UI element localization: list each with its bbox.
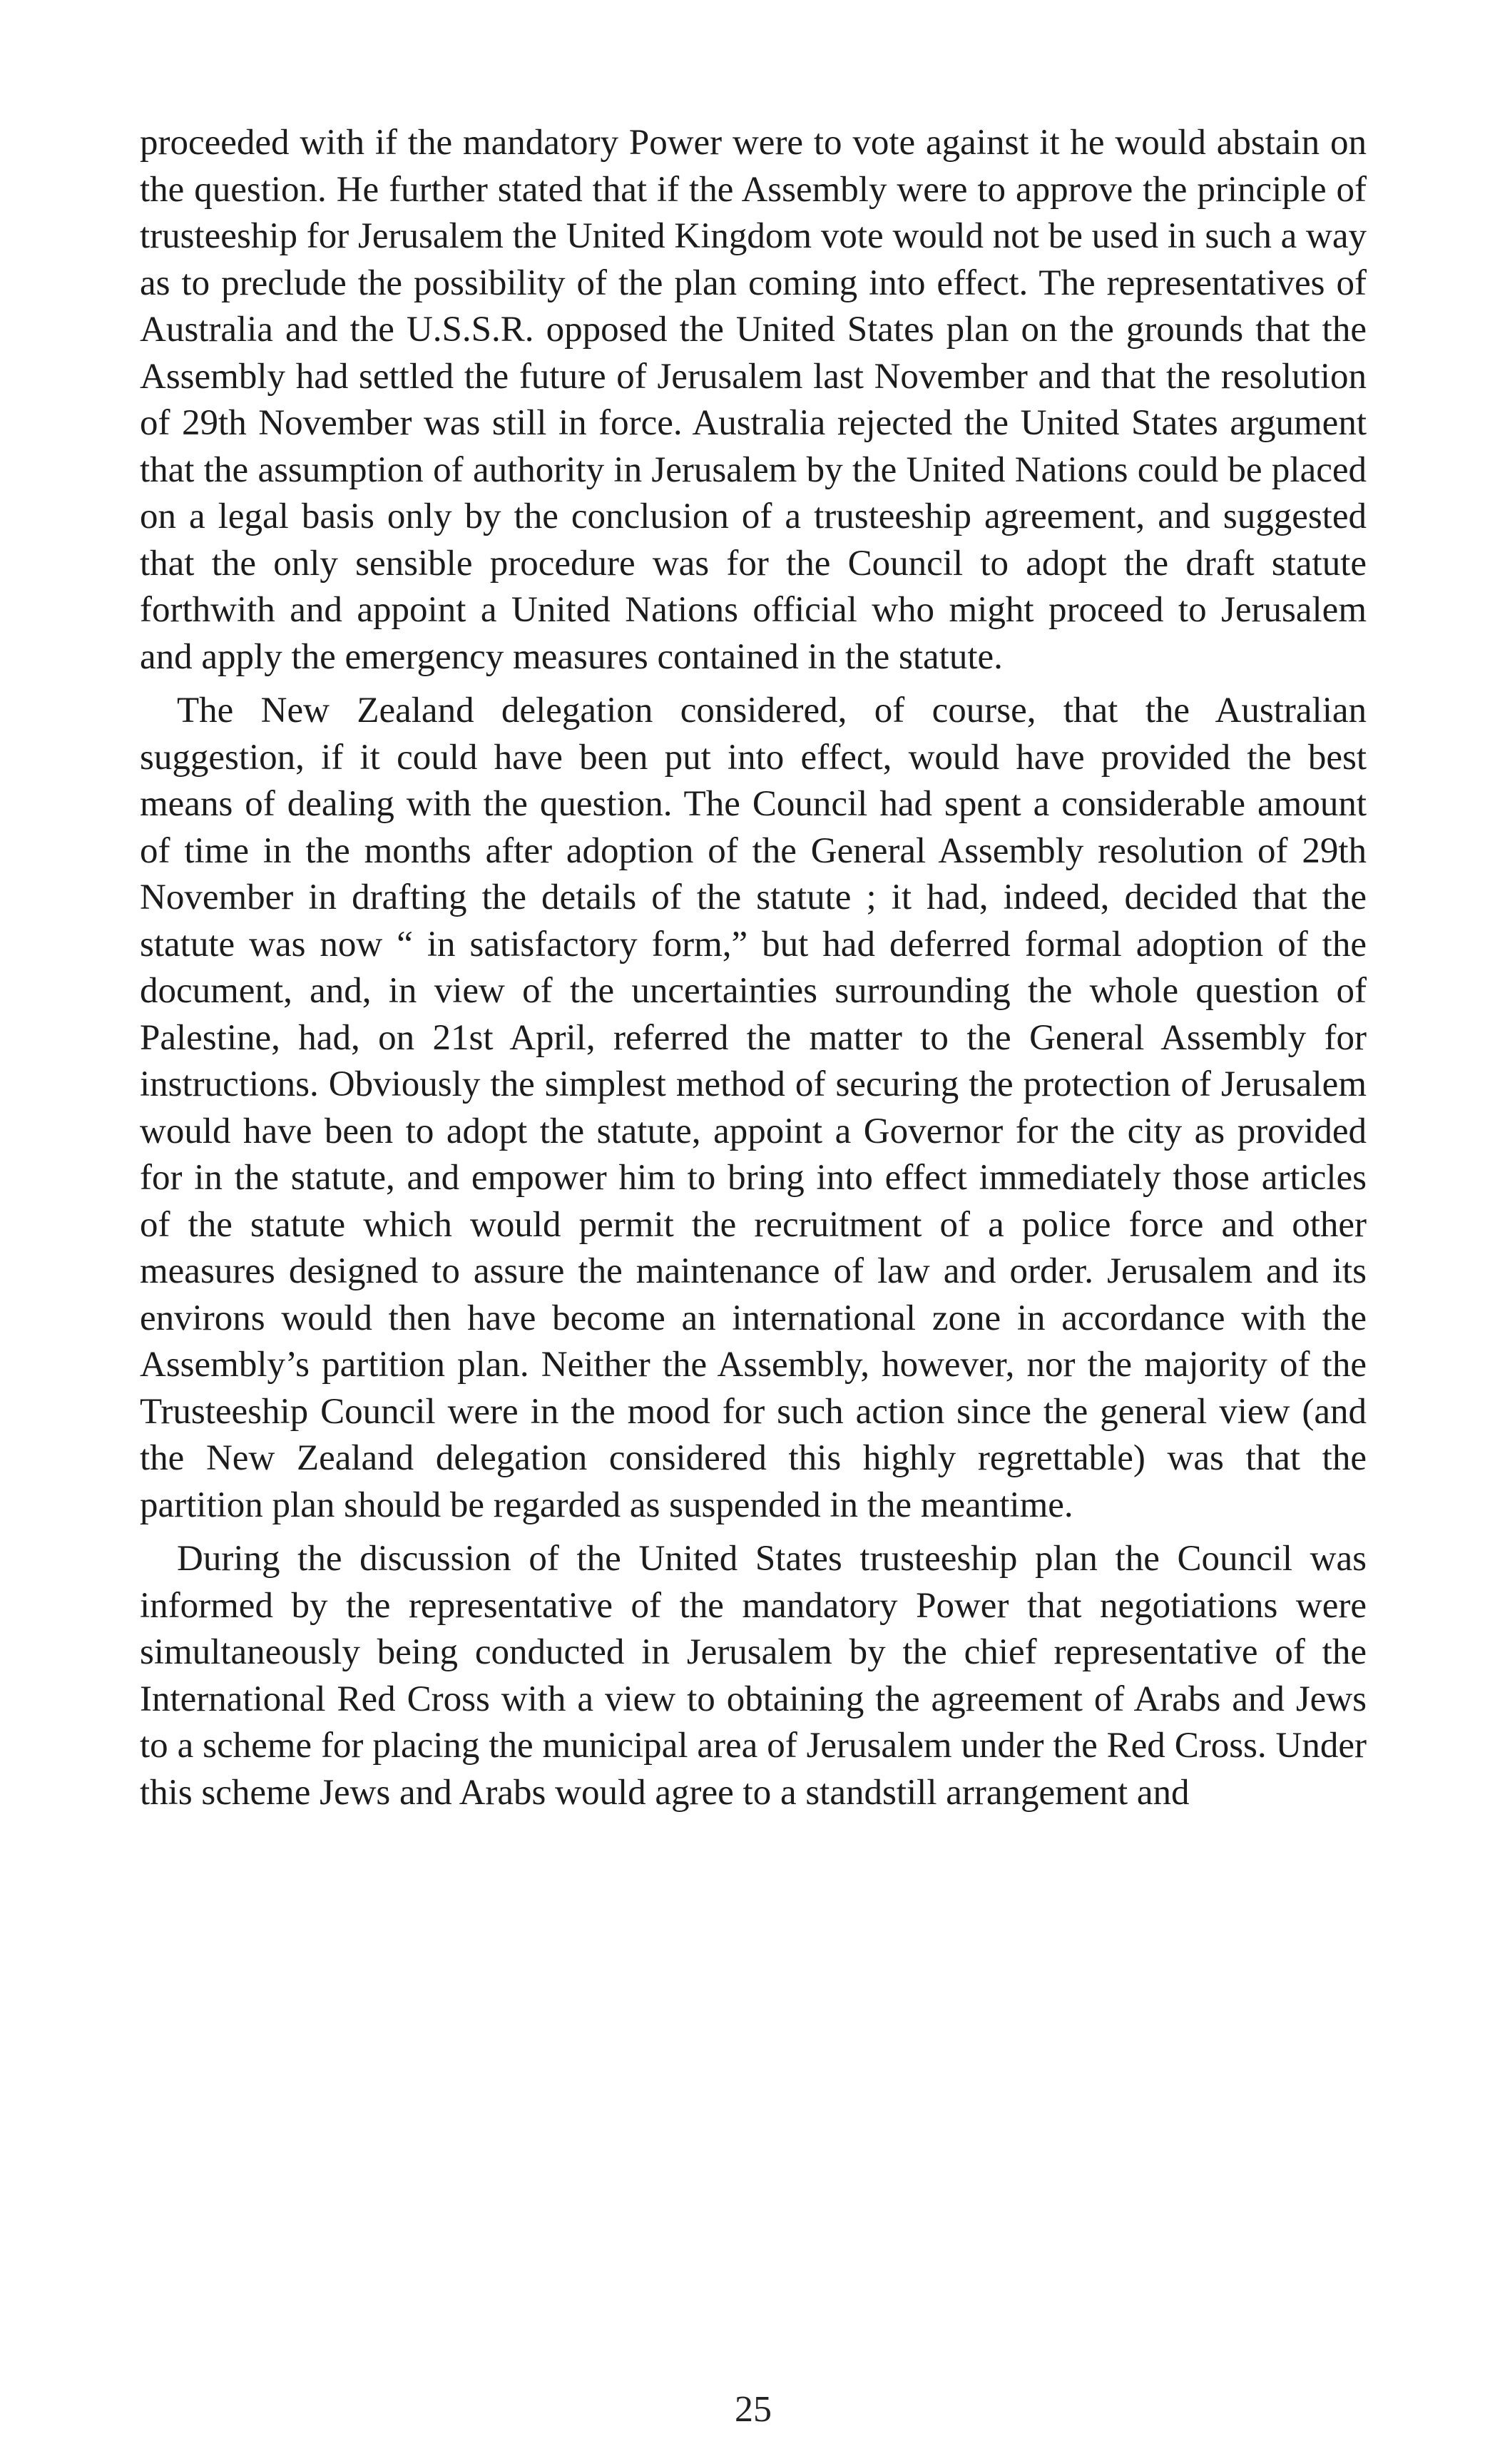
paragraph-continued: proceeded with if the mandatory Power were to vote against it he would abstain on the question. He further stated that if the Assembly were to approve the principle of trusteeship for Jerusalem the United Kingdom vote would not be used in such a way as to preclude the possibility of the plan coming into effect. The representatives of Australia and the U.S.S.R. opposed the United States plan on the grounds that the Assembly had settled the future of Jerusalem last November and that the resolution of 29th November was still in force. Australia rejected the United States argument that the assumption of authority in Jerusalem by the United Nations could be placed on a legal basis only by the conclusion of a trusteeship agreement, and suggested that the only sensible procedure was for the Council to adopt the draft statute forthwith and appoint a United Nations official who might proceed to Jerusalem and apply the emergency measures contained in the statute. (140, 123, 1367, 677)
page-number: 25 (735, 2389, 772, 2430)
document-page (140, 120, 1367, 2430)
paragraph-red-cross-negotiations: During the discussion of the United States trusteeship plan the Council was informed by the representative of the mandatory Power that negotiations were simultaneously being conducted in Jerusalem by the chief representative of the International Red Cross with a view to obtaining the agreement of Arabs and Jews to a scheme for placing the municipal area of Jerusalem under the Red Cross. Under this scheme Jews and Arabs would agree to a standstill arrangement and (140, 1539, 1367, 1813)
paragraph-new-zealand-delegation: The New Zealand delegation considered, of course, that the Australian suggestion, if it could have been put into effect, would have provided the best means of dealing with the question. The Council had spent a considerable amount of time in the months after adoption of the General Assembly resolution of 29th November in drafting the details of the statute ; it had, indeed, decided that the statute was now “ in satisfactory form,” but had deferred formal adoption of the document, and, in view of the uncertainties surrounding the whole question of Palestine, had, on 21st April, referred the matter to the General Assembly for instructions. Obviously the simplest method of securing the protection of Jerusalem would have been to adopt the statute, appoint a Governor for the city as provided for in the statute, and empower him to bring into effect immediately those articles of the statute which would permit the recruitment of a police force and other measures designed to assure the maintenance of law and order. Jerusalem and its environs would then have become an international zone in accordance with the Assembly’s partition plan. Neither the Assembly, however, nor the majority of the Trusteeship Council were in the mood for such action since the general view (and the New Zealand delegation considered this highly regrettable) was that the partition plan should be regarded as suspended in the meantime. (140, 691, 1367, 1525)
